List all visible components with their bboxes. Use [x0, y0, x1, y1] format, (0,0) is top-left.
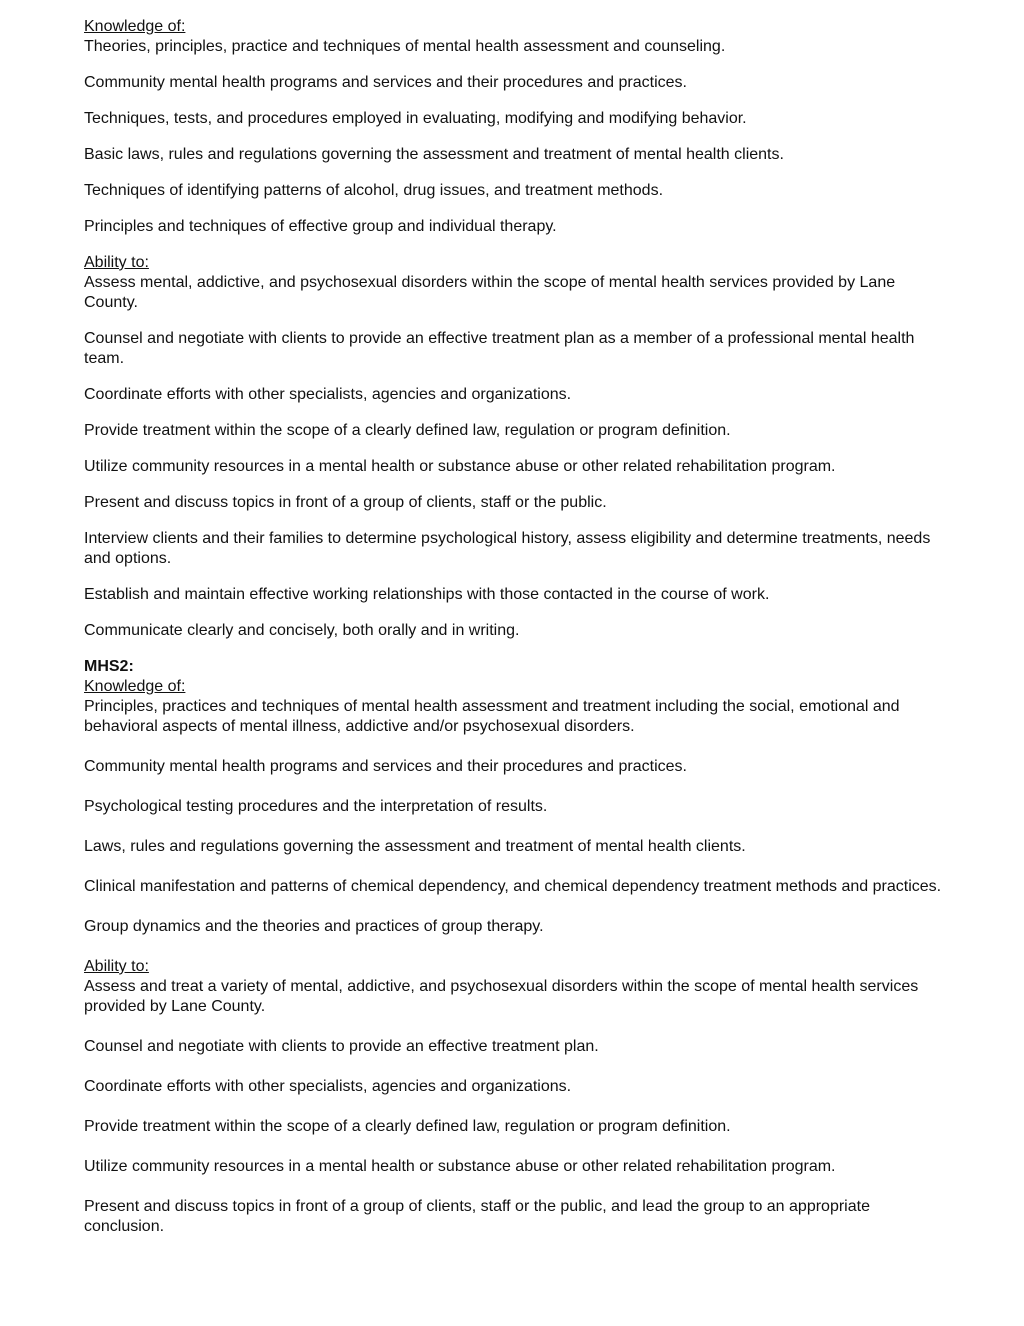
- section-title: MHS2:: [84, 658, 134, 675]
- knowledge-heading: Knowledge of:: [84, 678, 186, 695]
- knowledge-item: Group dynamics and the theories and practices of group therapy.: [84, 918, 544, 935]
- knowledge-item: Basic laws, rules and regulations governing the assessment and treatment of mental health clients.: [84, 146, 784, 163]
- knowledge-item: Principles and techniques of effective group and individual therapy.: [84, 218, 557, 235]
- ability-heading: Ability to:: [84, 958, 149, 975]
- section-mhs2: [84, 657, 944, 1237]
- ability-item: Interview clients and their families to determine psychological history, assess eligibility and determine treatments, needs and options.: [84, 530, 931, 567]
- ability-item: Communicate clearly and concisely, both orally and in writing.: [84, 622, 520, 639]
- ability-item: Counsel and negotiate with clients to provide an effective treatment plan.: [84, 1038, 599, 1055]
- knowledge-item: Psychological testing procedures and the interpretation of results.: [84, 798, 548, 815]
- ability-item: Counsel and negotiate with clients to provide an effective treatment plan as a member of a professional mental health team.: [84, 330, 915, 367]
- ability-item: Present and discuss topics in front of a group of clients, staff or the public, and lead the group to an appropriate conclusion.: [84, 1198, 870, 1235]
- ability-item: Utilize community resources in a mental health or substance abuse or other related rehabilitation program.: [84, 1158, 836, 1175]
- knowledge-item: Principles, practices and techniques of mental health assessment and treatment including the social, emotional and behavioral aspects of mental illness, addictive and/or psychosexual disorders.: [84, 698, 900, 735]
- knowledge-item: Techniques of identifying patterns of alcohol, drug issues, and treatment methods.: [84, 182, 664, 199]
- ability-item: Provide treatment within the scope of a clearly defined law, regulation or program definition.: [84, 1118, 731, 1135]
- ability-item: Provide treatment within the scope of a clearly defined law, regulation or program definition.: [84, 422, 731, 439]
- document-page: [84, 17, 944, 1257]
- knowledge-item: Laws, rules and regulations governing the assessment and treatment of mental health clients.: [84, 838, 746, 855]
- knowledge-item: Clinical manifestation and patterns of chemical dependency, and chemical dependency treatment methods and practices.: [84, 878, 942, 895]
- knowledge-item: Community mental health programs and services and their procedures and practices.: [84, 758, 687, 775]
- knowledge-item: Community mental health programs and services and their procedures and practices.: [84, 74, 687, 91]
- ability-item: Assess mental, addictive, and psychosexual disorders within the scope of mental health services provided by Lane County.: [84, 274, 896, 311]
- ability-item: Coordinate efforts with other specialists, agencies and organizations.: [84, 1078, 572, 1095]
- knowledge-item: Techniques, tests, and procedures employed in evaluating, modifying and modifying behavior.: [84, 110, 747, 127]
- ability-heading: Ability to:: [84, 254, 149, 271]
- ability-item: Coordinate efforts with other specialists, agencies and organizations.: [84, 386, 572, 403]
- ability-item: Present and discuss topics in front of a group of clients, staff or the public.: [84, 494, 607, 511]
- ability-item: Establish and maintain effective working relationships with those contacted in the course of work.: [84, 586, 770, 603]
- ability-item: Assess and treat a variety of mental, addictive, and psychosexual disorders within the scope of mental health services provided by Lane County.: [84, 978, 919, 1015]
- section-mhs1: [84, 17, 944, 641]
- knowledge-item: Theories, principles, practice and techniques of mental health assessment and counseling.: [84, 38, 726, 55]
- knowledge-heading: Knowledge of:: [84, 18, 186, 35]
- ability-item: Utilize community resources in a mental health or substance abuse or other related rehabilitation program.: [84, 458, 836, 475]
